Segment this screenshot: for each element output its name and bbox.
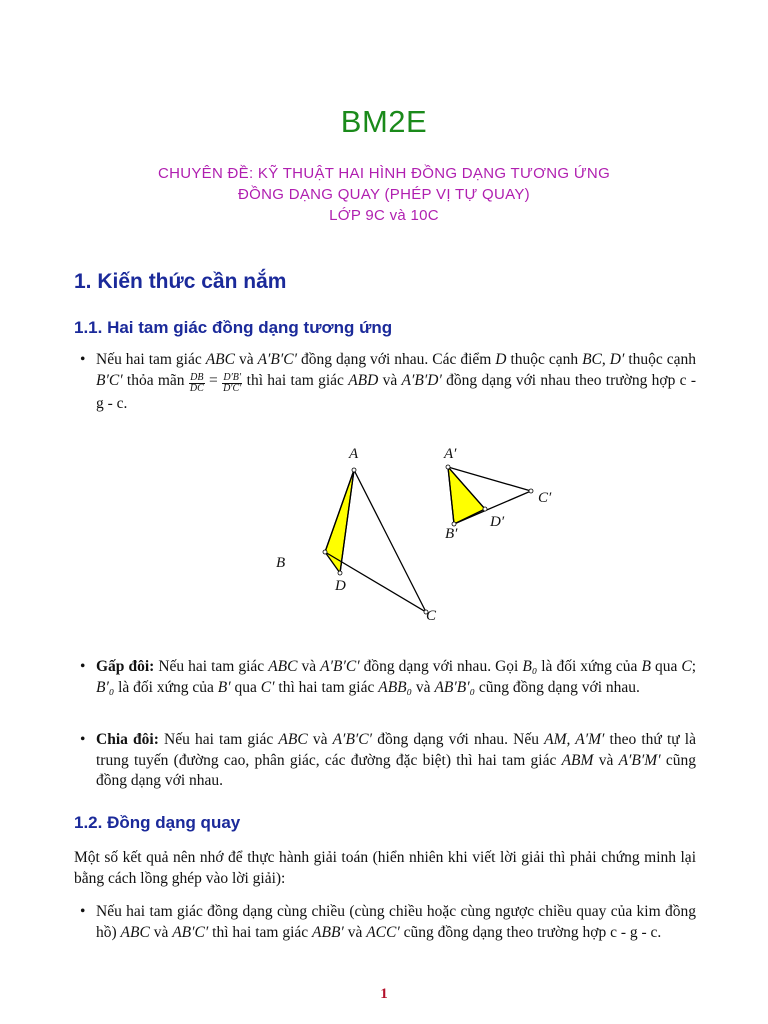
point-b [323, 550, 327, 554]
label-d-prime: D′ [490, 514, 505, 530]
label-b-prime: B′ [445, 526, 458, 542]
label-a-prime: A′ [444, 446, 457, 462]
page-number: 1 [380, 986, 388, 1002]
point-a-prime [446, 465, 450, 469]
triangle-abd-fill [325, 470, 354, 573]
section-1-1-heading: 1.1. Hai tam giác đồng dạng tương ứng [74, 318, 393, 337]
similar-triangles-figure [260, 430, 560, 630]
section-1-2-heading: 1.2. Đồng dạng quay [74, 813, 241, 832]
bullet-dot: • [80, 731, 86, 748]
point-d-prime [483, 507, 487, 511]
document-title: BM2E [340, 104, 428, 139]
topic-subtitle-2: ĐỒNG DẠNG QUAY (PHÉP VỊ TỰ QUAY) [238, 186, 530, 203]
bullet-halving: • Chia đôi: Nếu hai tam giác ABC và A′B′C′ đồng dạng với nhau. Nếu AM, A′M′ theo thứ tự là trung tuyến (đường cao, phân giác, các đường đặc biệt) thì hai tam giác ABM và A′B′M′ cũng đồng dạng với nhau. [80, 731, 696, 789]
label-b: B [276, 555, 286, 571]
point-c-prime [529, 489, 533, 493]
class-subtitle: LỚP 9C và 10C [329, 207, 439, 224]
bullet-dot: • [80, 658, 86, 675]
section-1-2-intro: Một số kết quả nên nhớ để thực hành giải toán (hiển nhiên khi viết lời giải thì phải chứng minh lại bằng cách lồng ghép vào lời giải): [74, 849, 696, 887]
bullet-dot: • [80, 351, 86, 368]
label-a: A [349, 446, 359, 462]
bullet-rotational-similarity: • Nếu hai tam giác đồng dạng cùng chiều (cùng chiều hoặc cùng ngược chiều quay của kim đồng hồ) ABC và AB′C′ thì hai tam giác ABB′ và ACC′ cũng đồng dạng theo trường hợp c - g - c. [80, 903, 696, 941]
ratio-fraction-1: $\frac{DB}{DC}$ [189, 371, 204, 394]
bullet-similar-triangles: • Nếu hai tam giác ABC và A′B′C′ đồng dạng với nhau. Các điểm D thuộc cạnh BC, D′ thuộc cạnh B′C′ thỏa mãn $\frac{DB}{DC}$ = $\frac{D'B'}{D'C'}$ thì hai tam giác ABD và A′B′D′ đồng dạng với nhau theo trường hợp c - g - c. [80, 351, 696, 412]
point-a [352, 468, 356, 472]
bullet-doubling: • Gấp đôi: Nếu hai tam giác ABC và A′B′C′ đồng dạng với nhau. Gọi B₀ là đối xứng của B qua C; B′₀ là đối xứng của B′ qua C′ thì hai tam giác ABB₀ và AB′B′₀ cũng đồng dạng với nhau. [80, 658, 697, 696]
ratio-fraction-2: $\frac{D'B'}{D'C'}$ [223, 371, 242, 394]
label-d: D [335, 578, 346, 594]
topic-subtitle: CHUYÊN ĐỀ: KỸ THUẬT HAI HÌNH ĐỒNG DẠNG TƯƠNG ỨNG [157, 165, 611, 182]
bullet-dot: • [80, 903, 86, 920]
section-1-heading: 1. Kiến thức cần nắm [74, 270, 287, 293]
point-d [338, 571, 342, 575]
label-c: C [426, 608, 437, 624]
label-c-prime: C′ [538, 490, 552, 506]
